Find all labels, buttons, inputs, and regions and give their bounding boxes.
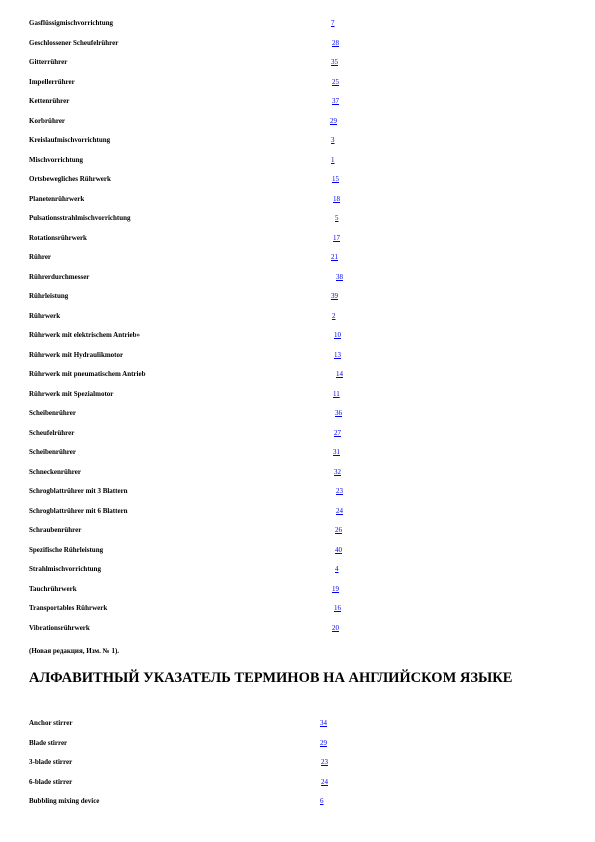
edition-note: (Новая редакция, Изм. № 1). [29,647,120,655]
index-page-link[interactable]: 25 [332,77,339,86]
index-entry [29,796,549,816]
index-page-link[interactable]: 24 [321,777,328,786]
index-term: Geschlossener Scheufelrührer [29,38,119,47]
index-page-link[interactable]: 18 [333,194,340,203]
index-term: Rotationsrührwerk [29,233,87,242]
index-term: Kettenrührer [29,97,70,105]
index-entry [29,18,549,38]
index-entry [29,545,549,565]
index-page-link[interactable]: 16 [334,604,341,612]
index-page-link[interactable]: 36 [335,409,342,417]
index-page-link[interactable]: 11 [333,389,340,398]
index-page-link[interactable]: 26 [335,526,342,534]
index-page-link[interactable]: 27 [334,428,341,437]
index-entry [29,369,549,389]
index-term: Gasflüssigmischvorrichtung [29,19,114,27]
index-term: Kreislaufmischvorrichtung [29,136,111,144]
index-term: Transportables Rührwerk [29,604,108,612]
index-term: Rührwerk mit Hydraulikmotor [29,350,124,359]
index-entry [29,738,549,758]
index-page-link[interactable]: 15 [332,175,339,183]
index-page-link[interactable]: 39 [331,292,338,300]
index-entry [29,213,549,233]
index-page-link[interactable]: 38 [336,272,343,281]
index-entry [29,486,549,506]
index-term: Scheufelrührer [29,428,75,437]
index-entry [29,291,549,311]
english-term-index [29,718,549,816]
index-term: Tauchrührwerk [29,584,77,593]
index-entry [29,389,549,409]
index-page-link[interactable]: 40 [335,545,342,554]
index-page-link[interactable]: 5 [335,214,339,222]
index-page-link[interactable]: 2 [332,311,336,320]
index-page-link[interactable]: 29 [330,116,337,125]
index-entry [29,57,549,77]
index-page-link[interactable]: 17 [333,233,340,242]
index-term: Rührwerk mit elektrischem Antrieb» [29,331,141,339]
index-page-link[interactable]: 35 [331,58,338,66]
index-term: Mischvorrichtung [29,155,84,164]
index-page-link[interactable]: 10 [334,331,341,339]
index-page-link[interactable]: 13 [334,350,341,359]
index-term: Rührwerk [29,311,61,320]
index-page-link[interactable]: 1 [331,155,335,164]
index-term: Impellerrührer [29,77,75,86]
index-term: Schneckenrührer [29,467,81,476]
index-page-link[interactable]: 32 [334,467,341,476]
index-term: Schrogblattrührer mit 6 Blattern [29,506,128,515]
index-entry [29,467,549,487]
index-entry [29,584,549,604]
index-entry [29,96,549,116]
index-term: Rührwerk mit Spezialmotor [29,389,114,398]
index-term: Schraubenrührer [29,526,82,534]
index-term: Rührleistung [29,292,69,300]
index-page-link[interactable]: 23 [321,758,328,766]
index-entry [29,330,549,350]
index-entry [29,525,549,545]
index-entry [29,135,549,155]
index-term: Scheibenrührer [29,448,76,456]
index-page-link[interactable]: 29 [320,738,327,747]
index-term: Rührerdurchmesser [29,272,90,281]
index-term: Strahlmischvorrichtung [29,565,101,573]
index-term: Korbrührer [29,116,66,125]
english-index-heading: АЛФАВИТНЫЙ УКАЗАТЕЛЬ ТЕРМИНОВ НА АНГЛИЙСКОМ ЯЗЫКЕ [29,670,513,686]
index-page-link[interactable]: 7 [331,19,335,27]
index-term: Schrogblattrührer mit 3 Blattern [29,487,128,495]
index-entry [29,311,549,331]
index-term: Rührer [29,253,52,261]
index-term: Spezifische Rührleistung [29,545,104,554]
index-page-link[interactable]: 19 [332,584,339,593]
index-entry [29,77,549,97]
index-entry [29,757,549,777]
index-term: Planetenrührwerk [29,194,85,203]
index-entry [29,194,549,214]
index-term: Gitterrührer [29,58,68,66]
index-entry [29,777,549,797]
index-entry [29,155,549,175]
index-page-link[interactable]: 3 [331,136,335,144]
index-entry [29,174,549,194]
index-entry [29,447,549,467]
index-entry [29,564,549,584]
index-term: Pulsationsstrahlmischvorrichtung [29,214,131,222]
index-term: Ortsbewegliches Rührwerk [29,175,111,183]
index-page-link[interactable]: 6 [320,797,324,805]
german-term-index [29,18,549,642]
index-term: Rührwerk mit pneumatischem Antrieb [29,370,146,378]
index-page-link[interactable]: 20 [332,623,339,632]
index-term: Scheibenrührer [29,409,76,417]
index-term: Bubbling mixing device [29,797,100,805]
index-page-link[interactable]: 28 [332,38,339,47]
index-entry [29,718,549,738]
index-page-link[interactable]: 24 [336,506,343,515]
index-page-link[interactable]: 31 [333,448,340,456]
index-entry [29,428,549,448]
index-entry [29,116,549,136]
index-entry [29,350,549,370]
index-page-link[interactable]: 23 [336,487,343,495]
index-page-link[interactable]: 4 [335,565,339,573]
index-entry [29,38,549,58]
index-entry [29,408,549,428]
index-term: Anchor stirrer [29,719,73,727]
index-entry [29,623,549,643]
index-entry [29,506,549,526]
index-page-link[interactable]: 37 [332,97,339,105]
index-page-link[interactable]: 34 [320,719,327,727]
index-entry [29,603,549,623]
index-page-link[interactable]: 21 [331,253,338,261]
index-entry [29,233,549,253]
index-entry [29,252,549,272]
index-term: 6-blade stirrer [29,777,73,786]
index-term: 3-blade stirrer [29,758,73,766]
index-entry [29,272,549,292]
index-page-link[interactable]: 14 [336,370,343,378]
index-term: Blade stirrer [29,738,68,747]
index-term: Vibrationsrührwerk [29,623,90,632]
